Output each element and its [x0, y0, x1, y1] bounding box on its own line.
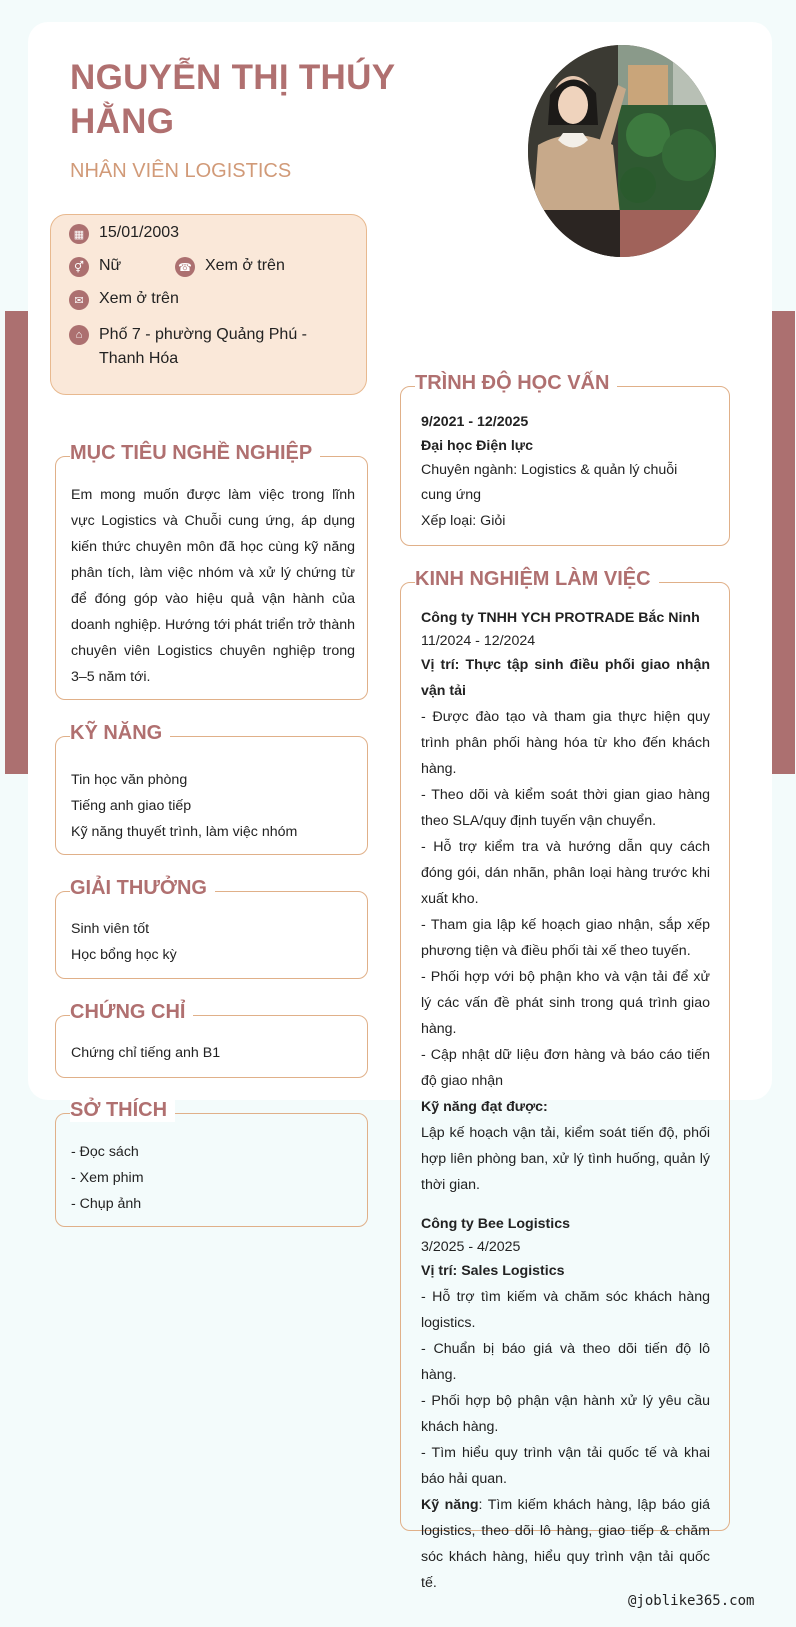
job-skills-text: Lập kế hoạch vận tải, kiểm soát tiến độ, phối hợp liên phòng ban, xử lý tình huống, quản lý thời gian.: [421, 1125, 710, 1193]
job-task: - Hỗ trợ tìm kiếm và chăm sóc khách hàng logistics.: [421, 1289, 710, 1331]
candidate-role: NHÂN VIÊN LOGISTICS: [70, 160, 292, 182]
watermark: @joblike365.com: [628, 1593, 755, 1609]
certificate-item: Chứng chỉ tiếng anh B1: [71, 1045, 221, 1061]
education-grade: Xếp loại: Giỏi: [421, 513, 506, 529]
profile-photo: [528, 45, 716, 257]
email-value: Xem ở trên: [99, 290, 179, 307]
contact-email: [69, 290, 179, 310]
birthday-value: 15/01/2003: [99, 224, 180, 241]
job-task: - Hỗ trợ kiểm tra và hướng dẫn quy cách đóng gói, dán nhãn, phân loại hàng trước khi xuất kho.: [421, 839, 710, 907]
job-position: Vị trí: Sales Logistics: [421, 1263, 565, 1279]
job-task: - Cập nhật dữ liệu đơn hàng và báo cáo tiến độ giao nhận: [421, 1047, 710, 1089]
contact-birthday: [69, 224, 179, 244]
awards-title: GIẢI THƯỞNG: [70, 877, 215, 900]
decor-band-left: [5, 311, 28, 774]
contact-info-panel: [50, 214, 367, 395]
job-task: - Tìm hiểu quy trình vận tải quốc tế và khai báo hải quan.: [421, 1445, 710, 1487]
skill-item: Kỹ năng thuyết trình, làm việc nhóm: [71, 824, 298, 840]
job-task: - Phối hợp với bộ phận kho và vận tải để xử lý các vấn đề phát sinh trong quá trình giao hàng.: [421, 969, 710, 1037]
job-task: - Được đào tạo và tham gia thực hiện quy trình phân phối hàng hóa từ kho đến khách hàng.: [421, 709, 710, 777]
candidate-name: NGUYỄN THỊ THÚY HẰNG: [70, 58, 395, 141]
job-position: Vị trí: Thực tập sinh điều phối giao nhận vận tải: [421, 657, 710, 699]
education-period: 9/2021 - 12/2025: [421, 414, 529, 430]
job-entry: [421, 1212, 710, 1596]
gender-value: Nữ: [99, 257, 122, 274]
decor-band-right: [772, 311, 795, 774]
education-school: Đại học Điện lực: [421, 438, 533, 454]
job-skills-label: Kỹ năng đạt được:: [421, 1099, 548, 1115]
job-skills-text: : Tìm kiếm khách hàng, lập báo giá logistics, theo dõi lô hàng, giao tiếp & chăm sóc khách hàng, hiểu quy trình vận tải quốc tế.: [421, 1497, 710, 1591]
contact-phone: [175, 257, 285, 277]
hobbies-list: [71, 1139, 355, 1217]
experience-content: [421, 606, 710, 1596]
hobby-item: - Xem phim: [71, 1170, 144, 1186]
objective-text: Em mong muốn được làm việc trong lĩnh vực Logistics và Chuỗi cung ứng, áp dụng kiến thức chuyên môn đã học cùng kỹ năng phân tích, làm việc nhóm và xử lý chứng từ để đóng góp vào hiệu quả vận hành của doanh nghiệp. Hướng tới phát triển trở thành chuyên viên Logistics chuyên nghiệp trong 3–5 năm tới.: [71, 487, 355, 685]
job-company: Công ty TNHH YCH PROTRADE Bắc Ninh: [421, 610, 700, 626]
job-entry: [421, 606, 710, 1198]
award-item: Sinh viên tốt: [71, 921, 150, 937]
job-company: Công ty Bee Logistics: [421, 1216, 570, 1232]
calendar-icon: ▦: [69, 224, 89, 244]
hobby-item: - Chụp ảnh: [71, 1196, 142, 1212]
job-period: 3/2025 - 4/2025: [421, 1239, 521, 1255]
job-period: 11/2024 - 12/2024: [421, 633, 536, 649]
profile-photo-image: [528, 45, 716, 257]
experience-title: KINH NGHIỆM LÀM VIỆC: [415, 568, 659, 591]
hobbies-title: SỞ THÍCH: [70, 1099, 175, 1122]
job-task: - Chuẩn bị báo giá và theo dõi tiến độ lô hàng.: [421, 1341, 710, 1383]
awards-list: [71, 916, 355, 968]
phone-value: Xem ở trên: [205, 257, 285, 274]
objective-title: MỤC TIÊU NGHỀ NGHIỆP: [70, 442, 320, 465]
education-content: [421, 410, 710, 535]
home-icon: ⌂: [69, 325, 89, 345]
job-task: - Tham gia lập kế hoạch giao nhận, sắp xếp phương tiện và điều phối tài xế theo tuyến.: [421, 917, 710, 959]
gender-icon: ⚥: [69, 257, 89, 277]
education-title: TRÌNH ĐỘ HỌC VẤN: [415, 372, 617, 395]
award-item: Học bổng học kỳ: [71, 947, 177, 963]
job-skills-label: Kỹ năng: [421, 1497, 479, 1513]
hobby-item: - Đọc sách: [71, 1144, 139, 1160]
certificates-list: [71, 1040, 355, 1066]
contact-gender: [69, 257, 121, 277]
skill-item: Tiếng anh giao tiếp: [71, 798, 192, 814]
job-task: - Phối hợp bộ phận vận hành xử lý yêu cầu khách hàng.: [421, 1393, 710, 1435]
job-task: - Theo dõi và kiểm soát thời gian giao hàng theo SLA/quy định tuyến vận chuyển.: [421, 787, 710, 829]
contact-address: [69, 323, 339, 371]
skills-title: KỸ NĂNG: [70, 722, 170, 745]
certificates-title: CHỨNG CHỈ: [70, 1001, 193, 1024]
job-skills: [421, 1492, 710, 1596]
skill-item: Tin học văn phòng: [71, 772, 188, 788]
address-value: Phố 7 - phường Quảng Phú - Thanh Hóa: [99, 326, 307, 367]
phone-icon: ☎: [175, 257, 195, 277]
education-major: Chuyên ngành: Logistics & quản lý chuỗi cung ứng: [421, 462, 678, 503]
envelope-icon: ✉: [69, 290, 89, 310]
skills-list: [71, 767, 355, 845]
